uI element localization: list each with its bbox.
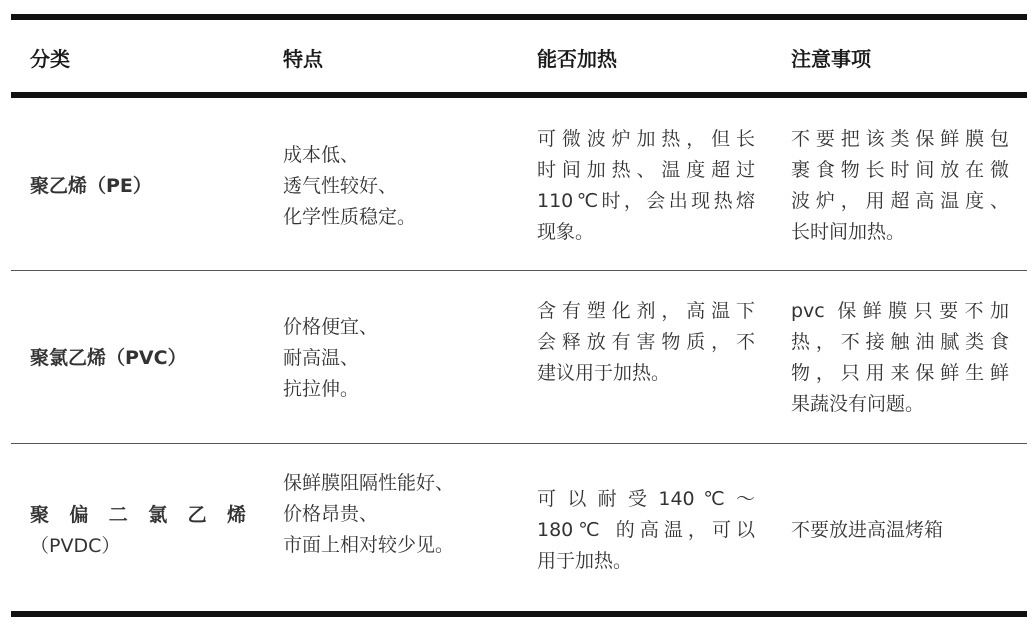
category-line: （PVDC） — [30, 535, 121, 557]
feature-line: 成本低、 — [283, 144, 360, 166]
heating-line: 会释放有害物质，不 — [537, 331, 755, 353]
header-notes: 注意事项 — [791, 47, 871, 71]
notes-line: 裹食物长时间放在微 — [791, 159, 1009, 181]
feature-line: 抗拉伸。 — [283, 378, 360, 400]
heating-line: 用于加热。 — [537, 550, 633, 572]
row-category-pvdc — [30, 500, 246, 562]
heating-line: 可微波炉加热，但长 — [537, 128, 755, 150]
notes-line: 波炉，用超高温度、 — [791, 190, 1009, 212]
category-line: 聚 偏 二 氯 乙 烯 — [30, 504, 246, 526]
row-heating-pvc — [537, 296, 755, 389]
feature-line: 市面上相对较少见。 — [283, 534, 455, 556]
header-heating: 能否加热 — [537, 47, 617, 71]
heating-line: 110℃时，会出现热熔 — [537, 190, 755, 212]
heating-line: 可 以 耐 受 140 ℃ ～ — [537, 488, 755, 510]
row-divider — [11, 443, 1027, 444]
row-heating-pvdc — [537, 484, 755, 577]
heating-line: 含有塑化剂，高温下 — [537, 300, 755, 322]
row-features-pvc — [283, 312, 378, 405]
notes-line: 物，只用来保鲜生鲜 — [791, 362, 1009, 384]
row-notes-pvc — [791, 296, 1009, 420]
heating-line: 建议用于加热。 — [537, 362, 671, 384]
notes-line: 果蔬没有问题。 — [791, 393, 925, 415]
header-category: 分类 — [30, 47, 70, 71]
feature-line: 耐高温、 — [283, 347, 360, 369]
heating-line: 现象。 — [537, 221, 595, 243]
row-category-pvc: 聚氯乙烯（PVC） — [30, 347, 187, 369]
row-notes-pe — [791, 124, 1009, 248]
feature-line: 透气性较好、 — [283, 175, 398, 197]
row-divider — [11, 270, 1027, 271]
row-features-pvdc — [283, 468, 454, 561]
table-bottom-rule — [11, 611, 1027, 617]
notes-line: 热，不接触油腻类食 — [791, 331, 1009, 353]
header-features: 特点 — [283, 47, 323, 71]
notes-line: pvc 保鲜膜只要不加 — [791, 300, 1009, 322]
feature-line: 保鲜膜阻隔性能好、 — [283, 472, 455, 494]
feature-line: 价格便宜、 — [283, 316, 379, 338]
table-top-rule — [11, 14, 1027, 20]
feature-line: 化学性质稳定。 — [283, 206, 417, 228]
row-notes-pvdc — [791, 515, 943, 546]
notes-line: 不要放进高温烤箱 — [791, 519, 944, 541]
row-features-pe — [283, 140, 416, 233]
heating-line: 时间加热、温度超过 — [537, 159, 755, 181]
row-category-pe: 聚乙烯（PE） — [30, 175, 152, 197]
row-heating-pe — [537, 124, 755, 248]
header-bottom-rule — [11, 92, 1027, 98]
notes-line: 不要把该类保鲜膜包 — [791, 128, 1009, 150]
feature-line: 价格昂贵、 — [283, 503, 379, 525]
heating-line: 180℃ 的高温，可以 — [537, 519, 755, 541]
notes-line: 长时间加热。 — [791, 221, 906, 243]
